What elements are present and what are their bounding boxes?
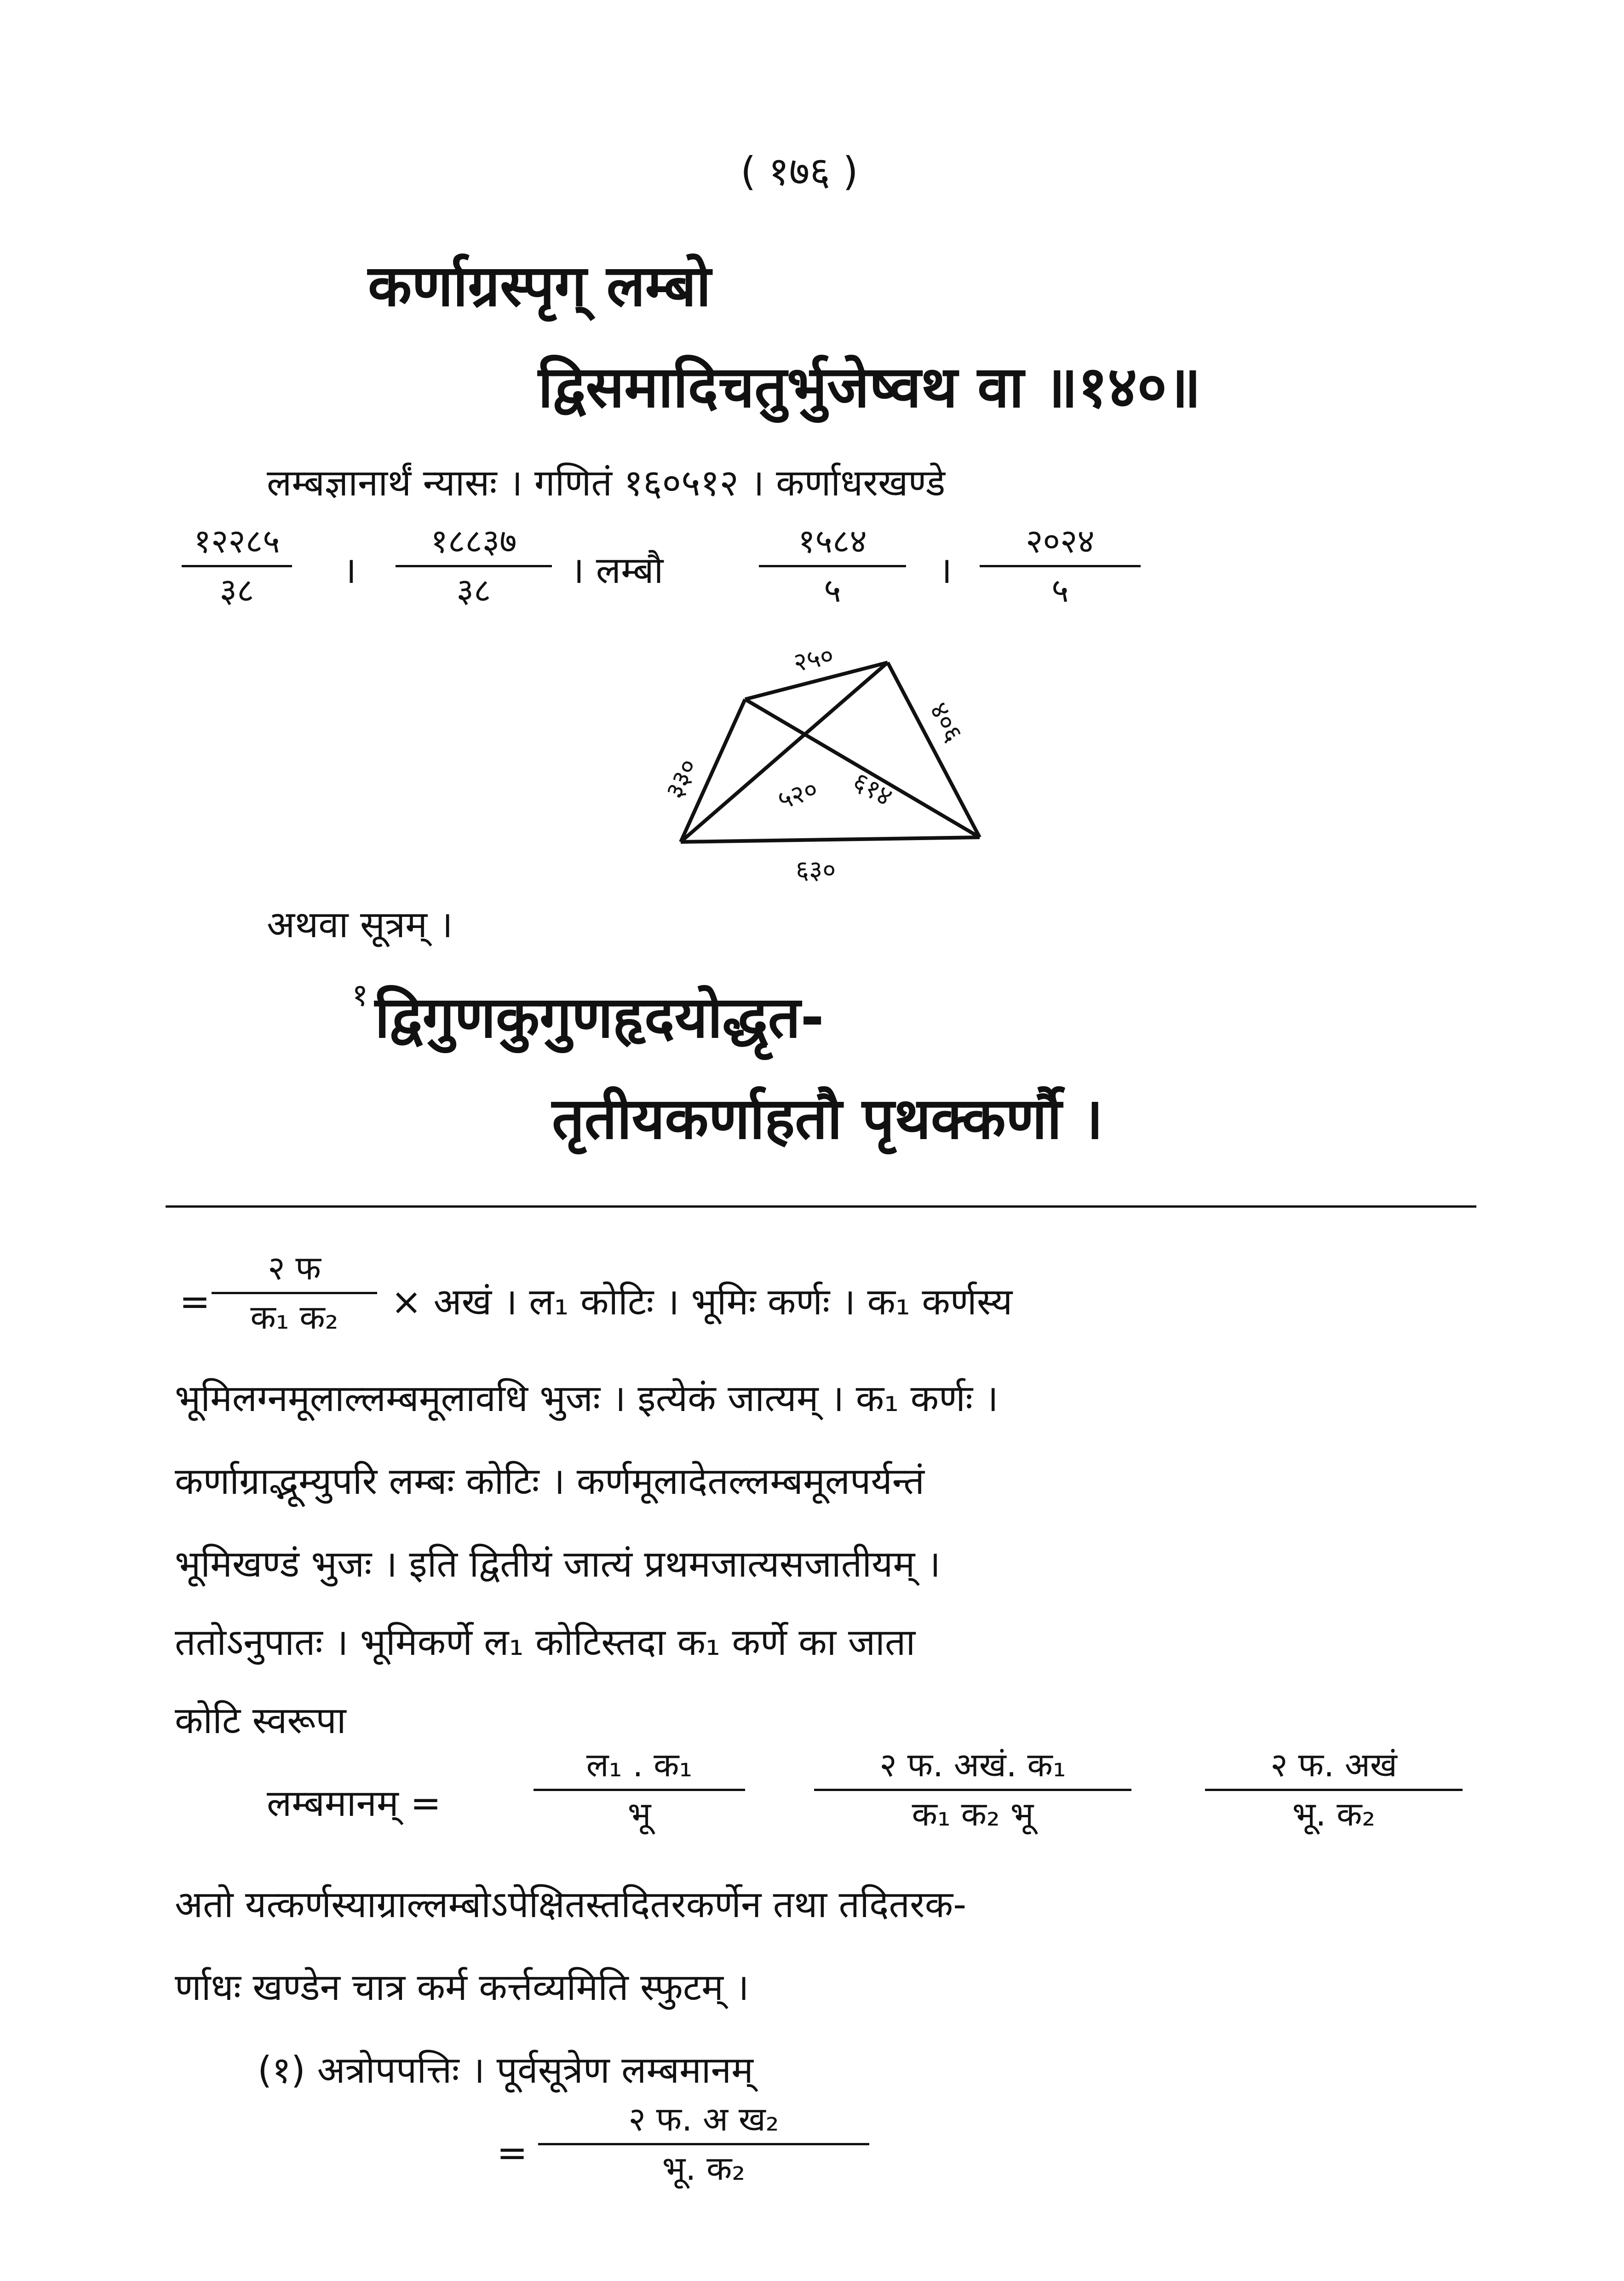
diagonal-b-label: ६१४	[848, 766, 898, 812]
lambau-label: । लम्बौ	[570, 549, 664, 592]
verse-line-2: द्विसमादिचतुर्भुजेष्वथ वा ॥१४०॥	[538, 354, 1201, 420]
footnote-separator	[166, 1205, 1476, 1208]
lamba-fraction-1	[534, 1745, 745, 1833]
footnote-line-5: ततोऽनुपातः । भूमिकर्णे ल₁ कोटिस्तदा क₁ कर्णे का जाता	[175, 1621, 916, 1664]
lamba-frac2-denominator: क₁ क₂ भू	[912, 1795, 1034, 1833]
fraction-bar	[980, 565, 1141, 567]
upapatti-denominator: भू. क₂	[662, 2149, 746, 2188]
footnote-line-3: कर्णाग्राद्भूम्युपरि लम्बः कोटिः । कर्णमूलादेतल्लम्बमूलपर्यन्तं	[175, 1460, 925, 1503]
footnote-line-4: भूमिखण्डं भुजः । इति द्वितीयं जात्यं प्रथमजात्यसजातीयम् ।	[175, 1543, 941, 1585]
upapatti-line: (१) अत्रोपपत्तिः । पूर्वसूत्रेण लम्बमानम्	[258, 2049, 753, 2091]
segment-2-numerator: १८८३७	[430, 522, 517, 560]
footnote-line-7: अतो यत्कर्णस्याग्राल्लम्बोऽपेक्षितस्तदितरकर्णेन तथा तदितरक-	[175, 1883, 967, 1926]
lambau-1-numerator: १५८४	[798, 522, 867, 560]
footnote-line-8: र्णाधः खण्डेन चात्र कर्म कर्त्तव्यमिति स्फुटम् ।	[175, 1966, 749, 2009]
diagonal-a-label: ५२०	[774, 774, 822, 816]
lamba-fraction-3	[1205, 1745, 1463, 1833]
fraction-bar	[396, 565, 552, 567]
left-side-label: ३३०	[659, 754, 704, 803]
segment-1-numerator: १२२८५	[194, 522, 280, 560]
footnote-line-1: × अखं । ल₁ कोटिः । भूमिः कर्णः । क₁ कर्णस्य	[391, 1280, 1013, 1323]
fraction-bar	[182, 565, 292, 567]
lamba-frac2-numerator: २ फ. अखं. क₁	[879, 1745, 1066, 1784]
lambau-fraction-2	[980, 522, 1141, 610]
quadrilateral-figure	[644, 635, 1012, 893]
bottom-side-label: ६३०	[796, 855, 836, 885]
separator-2: ।	[938, 549, 953, 592]
upapatti-numerator: २ फ. अ ख₂	[628, 2100, 779, 2138]
page-number: ( १७६ )	[740, 149, 858, 195]
lambau-fraction-1	[759, 522, 906, 610]
footnote-equals: =	[179, 1280, 211, 1323]
fraction-bar	[814, 1789, 1131, 1791]
upapatti-equals: =	[497, 2131, 528, 2174]
right-side-label: ४०६	[923, 697, 969, 747]
sutra-line-1: द्विगुणकुगुणहृदयोद्धृत-	[375, 985, 824, 1051]
lambau-2-denominator: ५	[1051, 571, 1069, 610]
fraction-bar	[759, 565, 906, 567]
lambau-2-numerator: २०२४	[1026, 522, 1095, 560]
lamba-label: लम्बमानम् =	[267, 1782, 442, 1825]
lamba-frac1-numerator: ल₁ . क₁	[586, 1745, 693, 1784]
footnote-frac1-numerator: २ फ	[268, 1249, 321, 1287]
segment-fraction-2	[396, 522, 552, 610]
lambau-1-denominator: ५	[824, 571, 841, 610]
upapatti-fraction	[538, 2100, 869, 2188]
top-side-label: २५०	[791, 640, 837, 678]
fraction-bar	[212, 1292, 377, 1294]
sutra-intro: अथवा सूत्रम् ।	[267, 903, 453, 946]
lamba-fraction-2	[814, 1745, 1131, 1833]
footnote-fraction-1	[212, 1251, 377, 1334]
separator-1: ।	[343, 549, 357, 592]
fraction-bar	[1205, 1789, 1463, 1791]
footnote-line-2: भूमिलग्नमूलाल्लम्बमूलावधि भुजः । इत्येकं जात्यम् । क₁ कर्णः ।	[175, 1377, 999, 1420]
footnote-frac1-denominator: क₁ क₂	[250, 1298, 339, 1336]
segment-1-denominator: ३८	[219, 571, 254, 610]
bottom-side-line	[681, 837, 980, 842]
fraction-bar	[534, 1789, 745, 1791]
lamba-frac1-denominator: भू	[627, 1795, 651, 1833]
verse-line-1: कर्णाग्रस्पृग् लम्बो	[368, 253, 711, 319]
segment-fraction-1	[182, 522, 292, 610]
lamba-frac3-numerator: २ फ. अखं	[1270, 1745, 1397, 1784]
lamba-frac3-denominator: भू. क₂	[1292, 1795, 1376, 1833]
example-intro: लम्बज्ञानार्थं न्यासः । गणितं १६०५१२ । कर्णाधरखण्डे	[267, 461, 946, 504]
footnote-mark: १	[352, 977, 368, 1014]
sutra-line-2: तृतीयकर्णाहतौ पृथक्कर्णौ ।	[552, 1086, 1103, 1152]
fraction-bar	[538, 2143, 869, 2145]
segment-2-denominator: ३८	[456, 571, 491, 610]
footnote-line-6: कोटि स्वरूपा	[175, 1699, 346, 1742]
